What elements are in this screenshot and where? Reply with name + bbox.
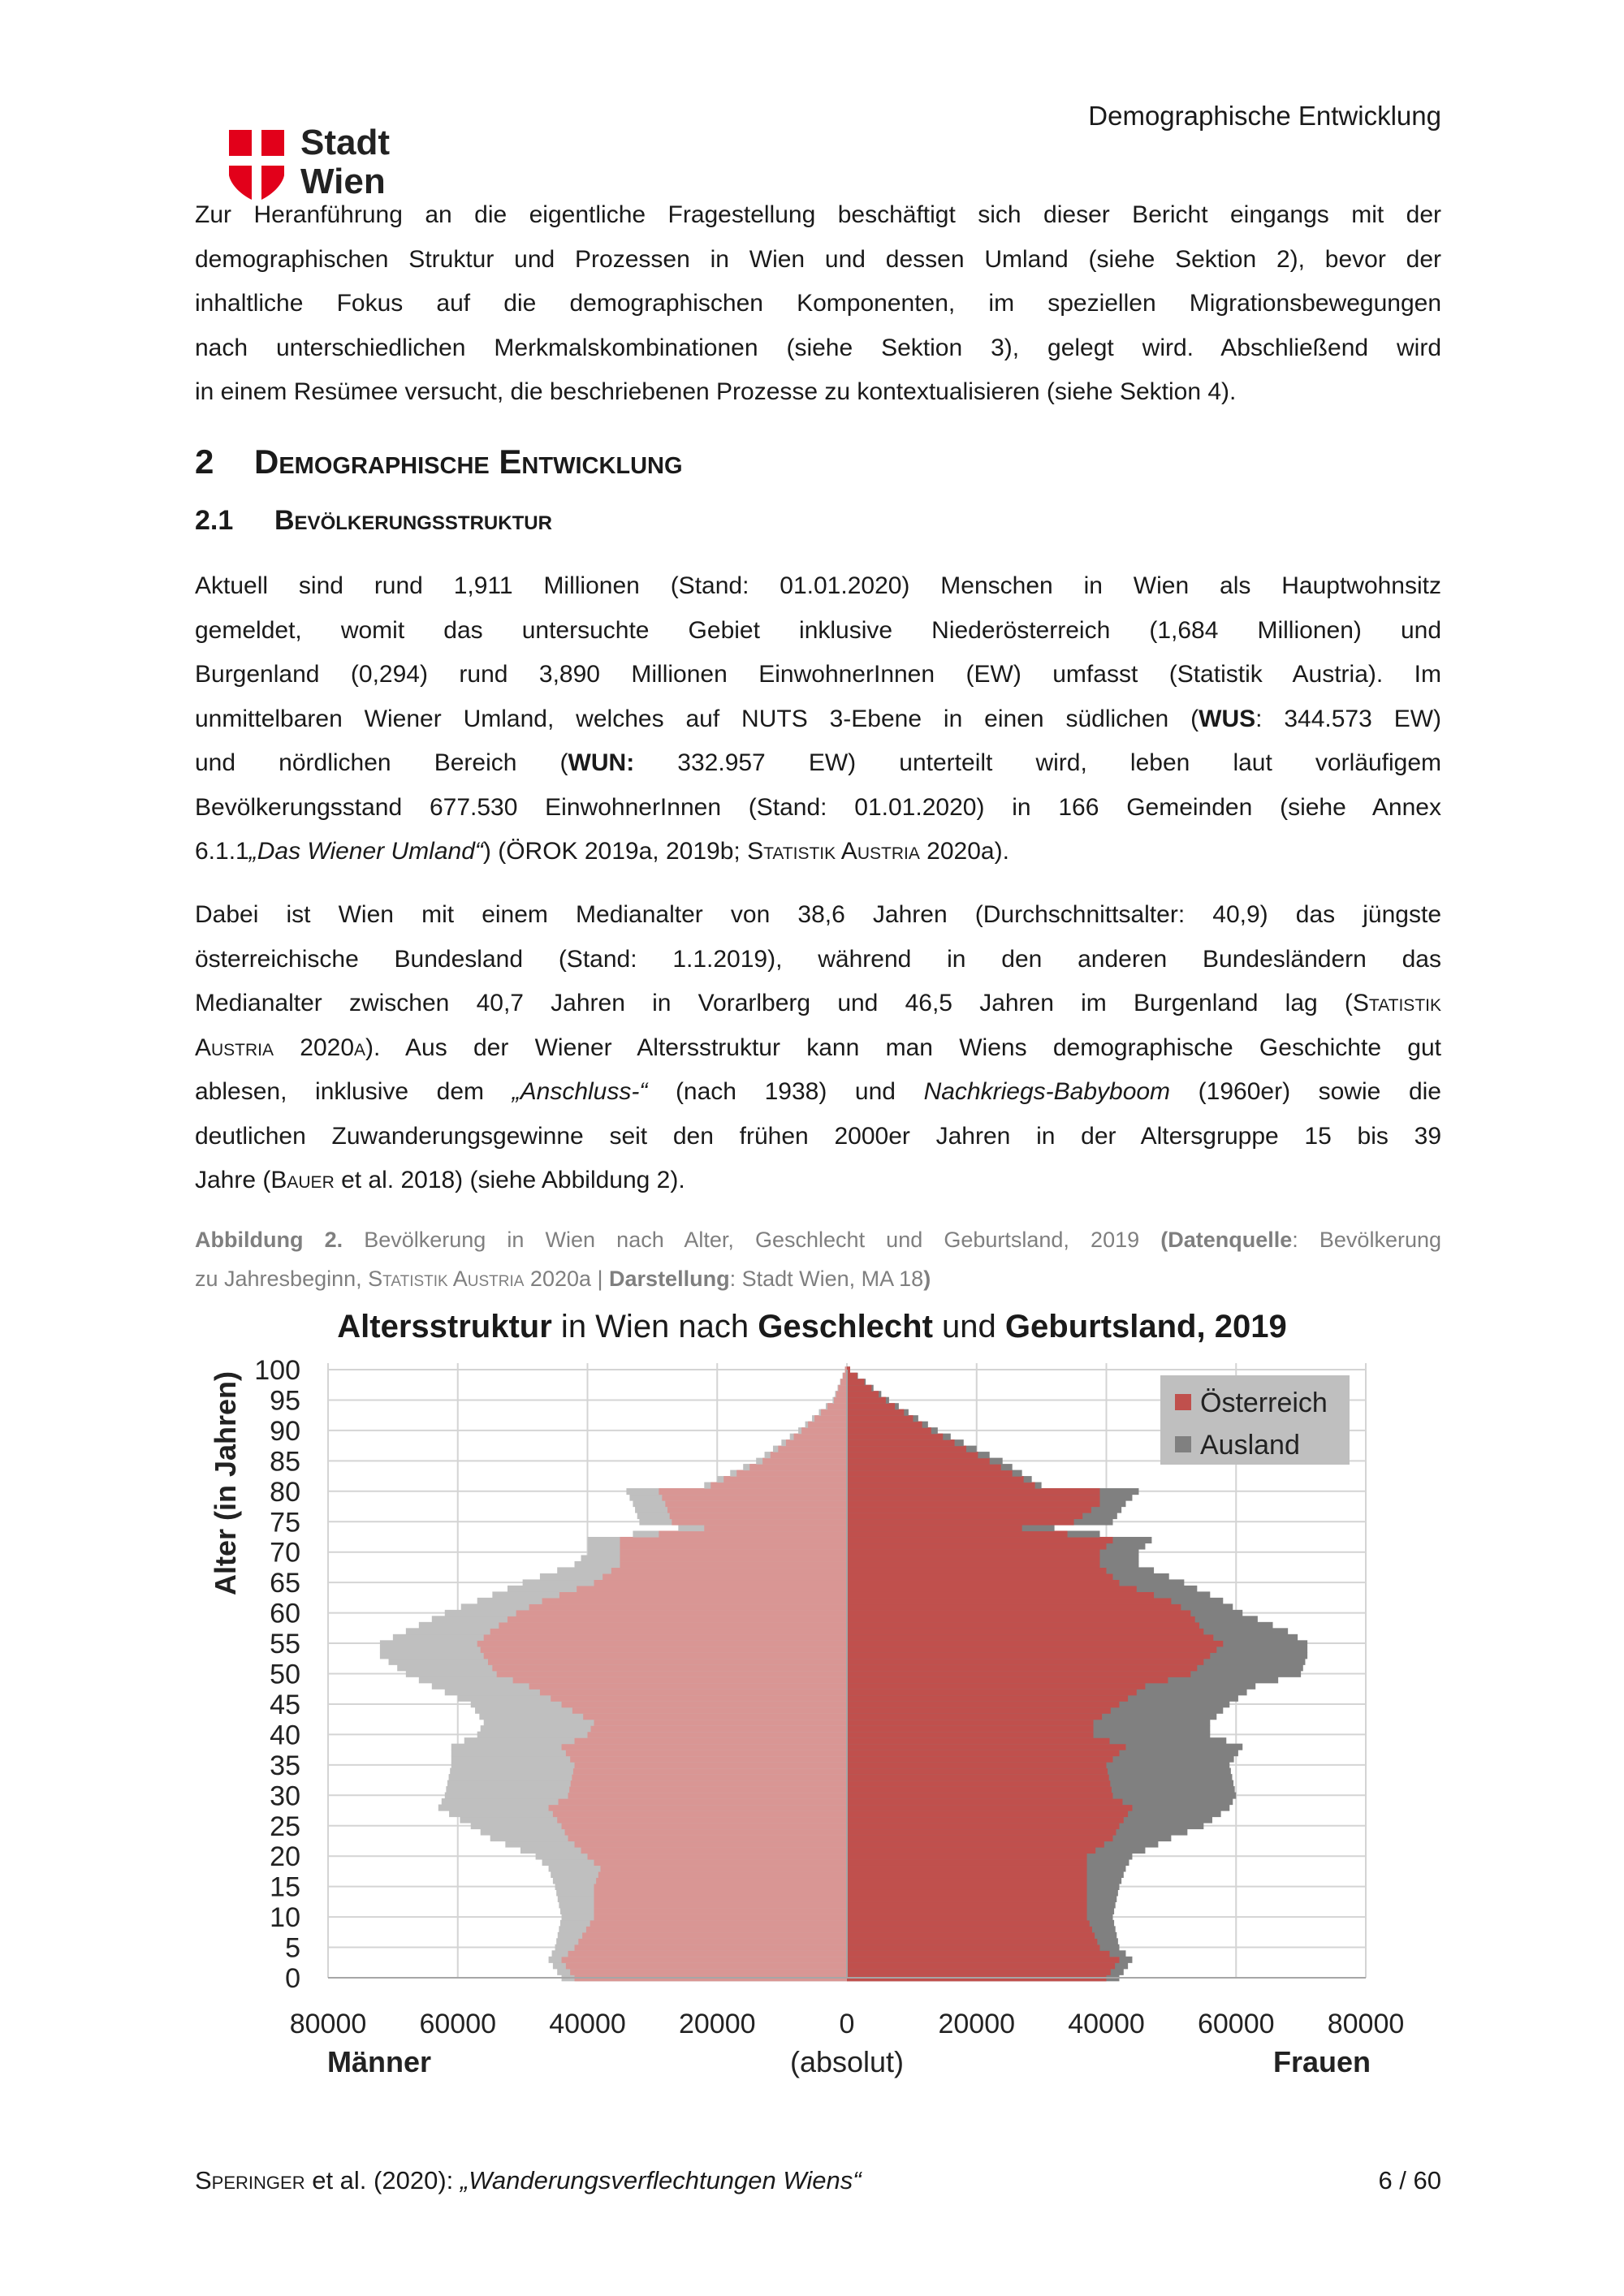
text-segment: : 344.573 EW) xyxy=(1255,705,1442,732)
bar-men-austria xyxy=(562,1957,847,1963)
y-tick-label: 80 xyxy=(270,1476,300,1508)
bar-men-austria xyxy=(827,1403,847,1409)
bar-women-austria xyxy=(847,1549,1100,1556)
y-tick-label: 100 xyxy=(254,1355,300,1386)
bar-women-austria xyxy=(847,1507,1091,1513)
bar-women-austria xyxy=(847,1828,1116,1835)
bar-women-austria xyxy=(847,1482,1035,1489)
bar-women-austria xyxy=(847,1409,904,1416)
text-segment: unmittelbaren Wiener Umland, welches auf NUTS 3-Ebene in einen südlichen ( xyxy=(195,705,1199,732)
bar-women-austria xyxy=(847,1464,1001,1470)
footer-title: „Wanderungsverflechtungen Wiens“ xyxy=(460,2166,862,2195)
y-tick-label: 60 xyxy=(270,1598,300,1629)
bar-men-austria xyxy=(611,1567,847,1573)
x-axis-label: (absolut) xyxy=(789,2045,905,2078)
y-tick-label: 45 xyxy=(270,1689,300,1720)
chart-title-part: in Wien nach xyxy=(551,1309,758,1344)
text-segment: WUS xyxy=(1199,705,1256,732)
bar-women-austria xyxy=(847,1573,1112,1580)
text-segment: österreichische Bundesland (Stand: 1.1.2019), während in den anderen Bundesländern das xyxy=(195,945,1441,973)
footer-citation xyxy=(195,2166,862,2195)
bar-women-austria xyxy=(847,1628,1203,1634)
bar-men-austria xyxy=(778,1446,847,1452)
bar-men-austria xyxy=(499,1622,847,1629)
bar-men-austria xyxy=(542,1598,847,1604)
text-segment: (nach 1938) und xyxy=(647,1078,924,1105)
bar-men-austria xyxy=(840,1379,847,1385)
bar-men-austria xyxy=(620,1543,847,1549)
bar-men-austria xyxy=(808,1422,847,1428)
bar-women-austria xyxy=(847,1458,990,1465)
bar-men-austria xyxy=(573,1768,847,1775)
bar-women-austria xyxy=(847,1470,1013,1477)
bar-men-austria xyxy=(581,1847,847,1854)
text-segment: 332.957 EW) unterteilt wird, leben laut vorläufigem xyxy=(634,749,1441,776)
bar-women-austria xyxy=(847,1476,1024,1482)
x-tick-label: 80000 xyxy=(1327,2009,1405,2039)
text-segment: Zur Heranführung an die eigentliche Fragestellung beschäftigt sich dieser Bericht eingangs mit der xyxy=(195,201,1441,228)
bar-men-austria xyxy=(594,1720,847,1726)
legend-label: Ausland xyxy=(1200,1430,1300,1461)
bar-women-austria xyxy=(847,1543,1107,1549)
bar-women-austria xyxy=(847,1774,1109,1780)
y-tick-label: 95 xyxy=(270,1385,300,1417)
text-segment: Jahre ( xyxy=(195,1167,271,1193)
y-tick-label: 20 xyxy=(270,1841,300,1873)
bar-women-austria xyxy=(847,1762,1107,1768)
bar-men-austria xyxy=(600,1865,847,1871)
bar-women-austria xyxy=(847,1519,1074,1526)
bar-men-austria xyxy=(594,1896,847,1902)
bar-men-austria xyxy=(577,1586,847,1592)
bar-men-austria xyxy=(553,1810,847,1817)
bar-women-austria xyxy=(847,1920,1090,1927)
subsection-title: Bevölkerungsstruktur xyxy=(274,505,552,536)
bar-women-austria xyxy=(847,1896,1087,1902)
bar-women-austria xyxy=(847,1695,1128,1702)
text-segment: Darstellung xyxy=(609,1267,730,1291)
men-label: Männer xyxy=(326,2045,432,2078)
bar-men-austria xyxy=(762,1458,847,1465)
text-segment: Aktuell sind rund 1,911 Millionen (Stand: 01.01.2020) Menschen in Wien als Hauptwohnsitz xyxy=(195,572,1441,599)
bar-women-austria xyxy=(847,1962,1115,1969)
text-segment: nach unterschiedlichen Merkmalskombinationen (siehe Sektion 3), gelegt wird. Abschließend wird xyxy=(195,334,1441,361)
text-segment: Statistik xyxy=(1352,990,1441,1016)
chart-title-part: und xyxy=(932,1309,1005,1344)
bar-women-austria xyxy=(847,1610,1190,1616)
legend-swatch xyxy=(1175,1394,1191,1410)
footer-author: Speringer xyxy=(195,2166,305,2195)
y-tick-label: 0 xyxy=(285,1963,300,1994)
y-tick-label: 25 xyxy=(270,1810,300,1842)
text-segment: Statistik Austria xyxy=(368,1267,525,1291)
bar-men-austria xyxy=(559,1591,847,1598)
bar-women-austria xyxy=(847,1914,1087,1920)
bar-women-austria xyxy=(847,1969,1111,1975)
bar-women-austria xyxy=(847,1664,1197,1671)
y-tick-label: 65 xyxy=(270,1568,300,1599)
bar-women-austria xyxy=(847,1707,1111,1714)
bar-women-austria xyxy=(847,1530,1068,1537)
y-tick-label: 5 xyxy=(285,1932,300,1964)
footer-citation-text: et al. (2020): xyxy=(304,2166,460,2195)
bar-men-austria xyxy=(594,1579,847,1586)
bar-women-austria xyxy=(847,1622,1199,1629)
bar-men-austria xyxy=(566,1962,847,1969)
text-segment: zu Jahresbeginn, xyxy=(195,1267,369,1291)
bar-men-austria xyxy=(736,1470,847,1477)
bar-women-austria xyxy=(847,1926,1092,1932)
bar-men-austria xyxy=(583,1713,847,1720)
bar-men-austria xyxy=(594,1859,847,1866)
bar-women-austria xyxy=(847,1713,1102,1720)
bar-women-austria xyxy=(847,1603,1181,1610)
bar-men-austria xyxy=(562,1701,847,1707)
bar-women-austria xyxy=(847,1616,1195,1622)
x-tick-label: 0 xyxy=(839,2009,855,2039)
text-segment: Dabei ist Wien mit einem Medianalter von 38,6 Jahren (Durchschnittsalter: 40,9) das jüngste xyxy=(195,901,1441,928)
bar-women-austria xyxy=(847,1634,1213,1641)
text-segment: Bevölkerung in Wien nach Alter, Geschlecht und Geburtsland, 2019 xyxy=(343,1228,1161,1252)
bar-women-austria xyxy=(847,1659,1203,1665)
bar-men-austria xyxy=(794,1434,847,1440)
bar-women-austria xyxy=(847,1901,1087,1908)
y-tick-label: 10 xyxy=(270,1902,300,1934)
bar-women-austria xyxy=(847,1586,1137,1592)
page-number: 6 / 60 xyxy=(1378,2166,1441,2195)
bar-women-austria xyxy=(847,1853,1087,1859)
text-segment: ) (ÖROK 2019a, 2019b; xyxy=(482,838,748,865)
bar-men-austria xyxy=(566,1750,847,1756)
bar-men-austria xyxy=(488,1659,847,1665)
bar-women-austria xyxy=(847,1646,1216,1653)
bar-women-austria xyxy=(847,1756,1112,1763)
bar-women-austria xyxy=(847,1427,931,1434)
bar-men-austria xyxy=(667,1507,847,1513)
bar-women-austria xyxy=(847,1488,1100,1495)
bar-women-austria xyxy=(847,1786,1112,1793)
bar-men-austria xyxy=(562,1823,847,1829)
text-segment: ). Aus der Wiener Altersstruktur kann man Wiens demographische Geschichte gut xyxy=(365,1034,1441,1061)
bar-men-austria xyxy=(508,1616,847,1622)
text-segment: Bevölkerungsstand 677.530 EinwohnerInnen (Stand: 01.01.2020) in 166 Gemeinden (siehe Annex xyxy=(195,793,1441,821)
x-tick-label: 40000 xyxy=(1068,2009,1145,2039)
bar-men-austria xyxy=(562,1744,847,1750)
text-segment: WUN: xyxy=(568,749,635,776)
bar-men-austria xyxy=(834,1397,847,1404)
text-segment: Medianalter zwischen 40,7 Jahren in Vorarlberg und 46,5 Jahren im Burgenland lag ( xyxy=(195,990,1353,1016)
x-tick-label: 20000 xyxy=(938,2009,1016,2039)
bar-women-austria xyxy=(847,1391,879,1397)
bar-men-austria xyxy=(590,1920,847,1927)
bar-men-austria xyxy=(662,1495,847,1501)
bar-women-austria xyxy=(847,1932,1095,1939)
y-tick-label: 40 xyxy=(270,1720,300,1751)
bar-men-austria xyxy=(586,1926,847,1932)
bar-women-austria xyxy=(847,1579,1119,1586)
bar-women-austria xyxy=(847,1446,966,1452)
text-segment: demographischen Struktur und Prozessen in Wien und dessen Umland (siehe Sektion 2), bevor der xyxy=(195,245,1441,273)
text-segment: Austria 2020a xyxy=(195,1034,366,1061)
text-segment: „Anschluss-“ xyxy=(512,1078,648,1105)
bar-women-austria xyxy=(847,1798,1122,1805)
bar-men-austria xyxy=(588,1732,848,1738)
bar-women-austria xyxy=(847,1810,1128,1817)
bar-men-austria xyxy=(484,1652,847,1659)
bar-men-austria xyxy=(588,1853,848,1859)
x-tick-label: 40000 xyxy=(549,2009,626,2039)
text-segment: 6.1.1 xyxy=(195,838,249,865)
bar-men-austria xyxy=(836,1391,847,1397)
bar-women-austria xyxy=(847,1671,1190,1677)
bar-women-austria xyxy=(847,1720,1094,1726)
x-tick-label: 60000 xyxy=(419,2009,497,2039)
bar-men-austria xyxy=(786,1439,847,1446)
bar-men-austria xyxy=(529,1603,847,1610)
bar-women-austria xyxy=(847,1689,1137,1695)
y-tick-label: 50 xyxy=(270,1659,300,1690)
bar-men-austria xyxy=(490,1628,847,1634)
text-segment: deutlichen Zuwanderungsgewinne seit den frühen 2000er Jahren in der Altersgruppe 15 bis 39 xyxy=(195,1122,1441,1150)
bar-men-austria xyxy=(620,1537,847,1543)
bar-women-austria xyxy=(847,1434,943,1440)
bar-women-austria xyxy=(847,1495,1100,1501)
text-segment: ) xyxy=(923,1267,931,1291)
bar-women-austria xyxy=(847,1841,1104,1847)
bar-women-austria xyxy=(847,1403,895,1409)
bar-men-austria xyxy=(838,1385,847,1392)
x-tick-label: 60000 xyxy=(1197,2009,1275,2039)
bar-women-austria xyxy=(847,1422,922,1428)
y-tick-label: 70 xyxy=(270,1537,300,1569)
bar-women-austria xyxy=(847,1677,1168,1683)
bar-men-austria xyxy=(620,1555,847,1561)
logo-text-wien: Wien xyxy=(300,162,386,201)
bar-women-austria xyxy=(847,1525,1022,1531)
bar-men-austria xyxy=(572,1774,847,1780)
x-tick-label: 20000 xyxy=(678,2009,756,2039)
bar-men-austria xyxy=(575,1737,847,1744)
bar-men-austria xyxy=(704,1525,847,1531)
bar-women-austria xyxy=(847,1591,1154,1598)
bar-men-austria xyxy=(672,1519,847,1526)
bar-women-austria xyxy=(847,1805,1132,1811)
bar-women-austria xyxy=(847,1379,865,1385)
y-tick-label: 55 xyxy=(270,1629,300,1660)
text-segment: (1960er) sowie die xyxy=(1170,1078,1441,1105)
bar-men-austria xyxy=(529,1683,847,1690)
text-segment: inhaltliche Fokus auf die demographischen Komponenten, im speziellen Migrationsbewegungen xyxy=(195,290,1441,317)
subsection-number: 2.1 xyxy=(195,505,234,536)
bar-men-austria xyxy=(590,1725,847,1732)
bar-men-austria xyxy=(594,1901,847,1908)
text-segment: et al. 2018) (siehe Abbildung 2). xyxy=(334,1167,685,1193)
text-segment: ablesen, inklusive dem xyxy=(195,1078,512,1105)
bar-women-austria xyxy=(847,1835,1112,1841)
bar-women-austria xyxy=(847,1652,1210,1659)
bar-men-austria xyxy=(596,1877,847,1884)
bar-men-austria xyxy=(801,1427,847,1434)
bar-men-austria xyxy=(575,1944,847,1951)
y-tick-label: 75 xyxy=(270,1507,300,1539)
bar-men-austria xyxy=(659,1488,847,1495)
legend-label: Österreich xyxy=(1200,1388,1328,1418)
bar-men-austria xyxy=(749,1464,847,1470)
bar-women-austria xyxy=(847,1537,1112,1543)
bar-men-austria xyxy=(570,1756,847,1763)
text-segment: Burgenland (0,294) rund 3,890 Millionen EinwohnerInnen (EW) umfasst (Statistik Austria). Im xyxy=(195,661,1441,688)
bar-men-austria xyxy=(568,1835,847,1841)
text-segment: 2020a | xyxy=(524,1267,610,1291)
bar-women-austria xyxy=(847,1385,871,1392)
text-segment: : Bevölkerung xyxy=(1292,1228,1441,1252)
bar-women-austria xyxy=(847,1397,886,1404)
text-segment: in einem Resümee versucht, die beschriebenen Prozesse zu kontextualisieren (siehe Sektion 4). xyxy=(195,378,1237,405)
text-segment: und nördlichen Bereich ( xyxy=(195,749,568,776)
bar-men-austria xyxy=(594,1914,847,1920)
section-number: 2 xyxy=(195,442,214,481)
logo-text-stadt: Stadt xyxy=(300,123,390,162)
text-segment: „Das Wiener Umland“ xyxy=(248,838,483,865)
bar-men-austria xyxy=(572,1707,847,1714)
y-tick-label: 15 xyxy=(270,1871,300,1903)
bar-men-austria xyxy=(659,1530,847,1537)
text-segment: Nachkriegs-Babyboom xyxy=(923,1078,1171,1105)
bar-men-austria xyxy=(582,1932,847,1939)
bar-women-austria xyxy=(847,1737,1109,1744)
chart-title-part: Altersstruktur xyxy=(337,1309,552,1344)
bar-men-austria xyxy=(594,1884,847,1890)
bar-men-austria xyxy=(549,1805,847,1811)
bar-women-austria xyxy=(847,1950,1109,1957)
bar-men-austria xyxy=(598,1871,847,1878)
bar-men-austria xyxy=(620,1561,847,1568)
text-segment: gemeldet, womit das untersuchte Gebiet inklusive Niederösterreich (1,684 Millionen) und xyxy=(195,616,1441,644)
bar-women-austria xyxy=(847,1561,1100,1568)
y-axis-label: Alter (in Jahren) xyxy=(209,1370,242,1596)
bar-men-austria xyxy=(814,1415,847,1422)
text-segment: Abbildung 2. xyxy=(195,1228,343,1252)
y-tick-label: 35 xyxy=(270,1750,300,1781)
bar-men-austria xyxy=(594,1889,847,1896)
bar-men-austria xyxy=(569,1786,847,1793)
bar-women-austria xyxy=(847,1732,1094,1738)
bar-men-austria xyxy=(594,1908,847,1914)
text-segment: Bauer xyxy=(270,1167,335,1193)
bar-men-austria xyxy=(575,1841,847,1847)
y-tick-label: 85 xyxy=(270,1446,300,1478)
bar-men-austria xyxy=(771,1452,847,1458)
bar-women-austria xyxy=(847,1938,1097,1944)
bar-women-austria xyxy=(847,1500,1100,1507)
women-label: Frauen xyxy=(1272,2045,1371,2078)
x-tick-label: 80000 xyxy=(289,2009,367,2039)
bar-women-austria xyxy=(847,1768,1108,1775)
bar-men-austria xyxy=(565,1828,847,1835)
bar-women-austria xyxy=(847,1750,1119,1756)
bar-women-austria xyxy=(847,1683,1145,1690)
bar-women-austria xyxy=(847,1640,1223,1646)
bar-men-austria xyxy=(568,1950,847,1957)
y-tick-label: 30 xyxy=(270,1780,300,1812)
bar-men-austria xyxy=(723,1476,847,1482)
bar-women-austria xyxy=(847,1817,1124,1823)
bar-men-austria xyxy=(516,1610,847,1616)
bar-women-austria xyxy=(847,1877,1087,1884)
text-segment: (Datenquelle xyxy=(1160,1228,1293,1252)
chart-title-part: Geschlecht xyxy=(758,1309,933,1344)
bar-women-austria xyxy=(847,1513,1082,1519)
bar-women-austria xyxy=(847,1859,1087,1866)
bar-women-austria xyxy=(847,1889,1087,1896)
bar-men-austria xyxy=(492,1664,847,1671)
bar-women-austria xyxy=(847,1452,978,1458)
bar-women-austria xyxy=(847,1884,1087,1890)
bar-women-austria xyxy=(847,1701,1119,1707)
bar-men-austria xyxy=(513,1677,847,1683)
bar-women-austria xyxy=(847,1908,1087,1914)
text-segment: 2020a). xyxy=(919,838,1009,865)
section-title: Demographische Entwicklung xyxy=(254,442,683,481)
bar-women-austria xyxy=(847,1373,857,1379)
running-header: Demographische Entwicklung xyxy=(1088,101,1441,131)
bar-men-austria xyxy=(620,1549,847,1556)
bar-women-austria xyxy=(847,1744,1125,1750)
chart-title-part: Geburtsland, 2019 xyxy=(1004,1309,1287,1344)
bar-men-austria xyxy=(477,1640,847,1646)
bar-men-austria xyxy=(484,1634,847,1641)
bar-men-austria xyxy=(570,1969,847,1975)
bar-men-austria xyxy=(568,1793,847,1799)
bar-women-austria xyxy=(847,1598,1171,1604)
text-segment: Statistik Austria xyxy=(747,838,920,865)
bar-women-austria xyxy=(847,1567,1107,1573)
bar-women-austria xyxy=(847,1439,955,1446)
bar-men-austria xyxy=(665,1500,847,1507)
bar-women-austria xyxy=(847,1725,1094,1732)
bar-women-austria xyxy=(847,1555,1100,1561)
bar-men-austria xyxy=(551,1695,847,1702)
bar-men-austria xyxy=(603,1573,847,1580)
bar-women-austria xyxy=(847,1865,1087,1871)
bar-men-austria xyxy=(710,1482,847,1489)
bar-men-austria xyxy=(540,1689,847,1695)
bar-women-austria xyxy=(847,1780,1110,1787)
bar-men-austria xyxy=(557,1817,847,1823)
bar-men-austria xyxy=(821,1409,847,1416)
bar-women-austria xyxy=(847,1793,1112,1799)
bar-women-austria xyxy=(847,1415,913,1422)
bar-men-austria xyxy=(559,1798,847,1805)
legend-swatch xyxy=(1175,1436,1191,1452)
bar-men-austria xyxy=(578,1938,847,1944)
bar-women-austria xyxy=(847,1957,1119,1963)
bar-men-austria xyxy=(497,1671,847,1677)
bar-women-austria xyxy=(847,1823,1119,1829)
text-segment: : Stadt Wien, MA 18 xyxy=(729,1267,924,1291)
bar-women-austria xyxy=(847,1871,1087,1878)
bar-men-austria xyxy=(481,1646,847,1653)
bar-men-austria xyxy=(670,1513,847,1519)
bar-women-austria xyxy=(847,1944,1100,1951)
bar-women-austria xyxy=(847,1847,1095,1854)
bar-men-austria xyxy=(575,1762,847,1768)
bar-men-austria xyxy=(571,1780,847,1787)
y-tick-label: 90 xyxy=(270,1415,300,1447)
